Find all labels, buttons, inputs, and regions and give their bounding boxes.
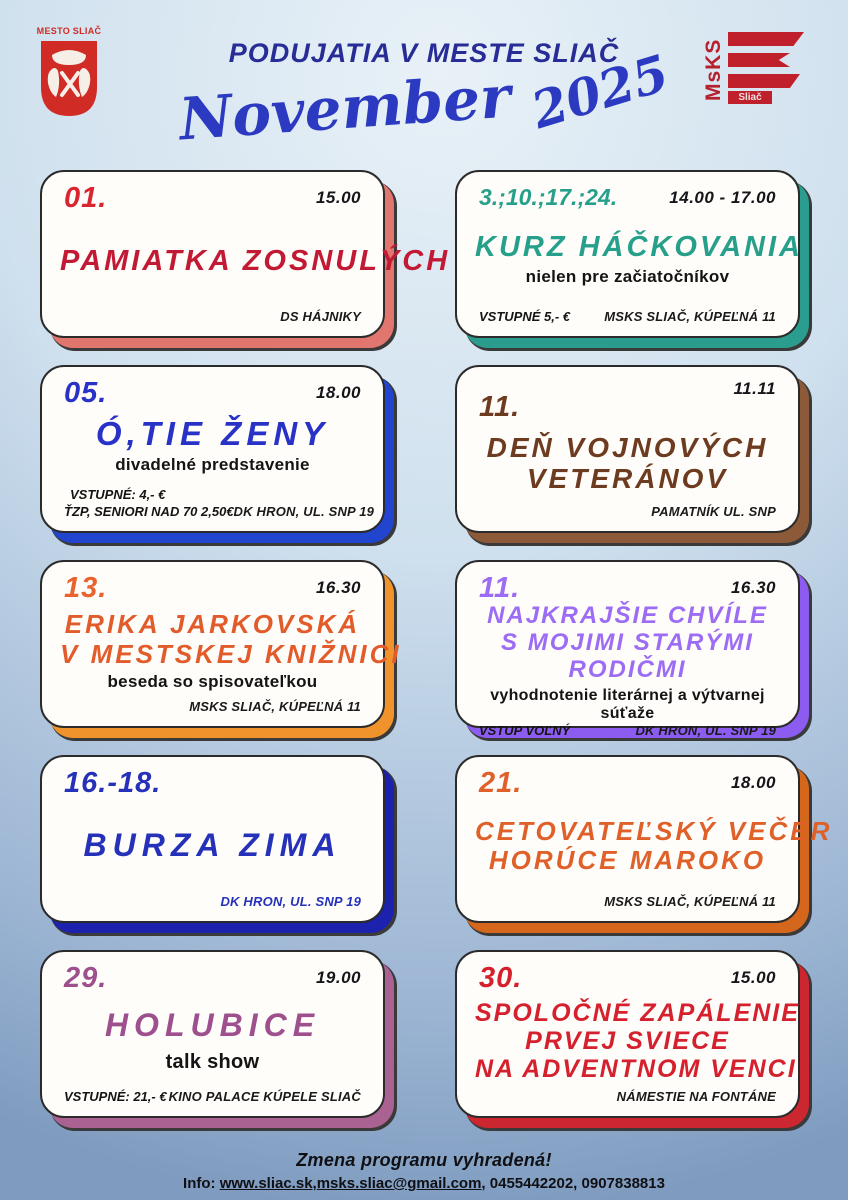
event-price: ŤZP, SENIORI NAD 70 2,50€ xyxy=(64,504,234,519)
card-header xyxy=(60,962,365,993)
event-card-holubice xyxy=(40,950,385,1118)
card-footer xyxy=(60,309,365,326)
title-line: V MESTSKEJ KNIŽNICI xyxy=(60,638,402,669)
title-line: NA ADVENTNOM VENCI xyxy=(475,1055,797,1083)
card-header xyxy=(60,182,365,213)
event-price: VSTUP VOĽNÝ xyxy=(479,722,571,738)
card-header xyxy=(475,572,780,603)
event-title xyxy=(475,603,780,684)
event-title xyxy=(60,244,451,277)
card-body xyxy=(475,993,800,1089)
card-footer xyxy=(60,504,375,521)
card-footer xyxy=(475,723,780,740)
title-line: KURZ HÁČKOVANIA xyxy=(475,231,804,264)
event-time: 14.00 - 17.00 xyxy=(669,188,776,207)
title-line: CETOVATEĽSKÝ VEČER xyxy=(475,815,833,846)
event-date: 3.;10.;17.;24. xyxy=(479,184,618,210)
card-footer xyxy=(60,699,365,716)
event-title xyxy=(475,231,804,264)
event-card-o-tie-zeny xyxy=(40,365,385,533)
card-header xyxy=(475,962,780,993)
event-time: 16.30 xyxy=(315,578,361,597)
msks-stripe-middle xyxy=(728,53,790,67)
card-footer xyxy=(475,1089,780,1106)
card-body xyxy=(60,213,451,309)
card-header xyxy=(475,377,780,422)
event-price: VSTUPNÉ: 21,- € xyxy=(64,1089,167,1104)
event-date: 30. xyxy=(479,962,523,994)
event-date: 11. xyxy=(479,572,521,604)
event-card-den-vojnovych-veteranov xyxy=(455,365,800,533)
title-line: BURZA ZIMA xyxy=(83,827,342,864)
program-change-notice: Zmena programu vyhradená! xyxy=(296,1150,552,1170)
poster-footer xyxy=(0,1150,848,1192)
card-header xyxy=(60,572,365,603)
card-body xyxy=(475,422,780,504)
event-location: DS HÁJNIKY xyxy=(280,309,361,324)
msks-stripe-top xyxy=(728,32,804,46)
title-line: ERIKA JARKOVSKÁ xyxy=(64,609,361,640)
msks-logo xyxy=(703,28,804,112)
event-card-erika-jarkovska xyxy=(40,560,402,728)
title-line: HORÚCE MAROKO xyxy=(488,845,767,875)
event-price-note: VSTUPNÉ: 4,- € xyxy=(70,487,166,502)
title-line: PAMIATKA ZOSNULÝCH xyxy=(60,244,451,277)
contact-info xyxy=(0,1175,848,1192)
event-location: NÁMESTIE NA FONTÁNE xyxy=(616,1089,776,1104)
phone-numbers: , 0455442202, 0907838813 xyxy=(481,1175,665,1192)
title-line: DEŇ VOJNOVÝCH xyxy=(486,431,769,463)
card-body xyxy=(475,603,780,723)
msks-flag-icon xyxy=(728,28,804,104)
event-title xyxy=(475,815,833,875)
event-date: 01. xyxy=(64,182,108,214)
event-time: 18.00 xyxy=(315,383,361,402)
event-location: KINO PALACE KÚPELE SLIAČ xyxy=(168,1089,361,1104)
title-line: Ó,TIE ŽENY xyxy=(95,414,330,452)
title-line: NAJKRAJŠIE CHVÍLE xyxy=(487,602,768,629)
event-time: 19.00 xyxy=(315,968,361,987)
city-logo-label: MESTO SLIAČ xyxy=(36,26,102,36)
event-date: 05. xyxy=(64,377,108,409)
events-grid xyxy=(40,170,833,1118)
card-body xyxy=(475,798,833,894)
event-time: 18.00 xyxy=(730,773,776,792)
msks-logo-text: MsKS xyxy=(702,38,725,102)
title-line: S MOJIMI STARÝMI xyxy=(501,628,754,656)
event-time: 15.00 xyxy=(315,188,361,207)
event-subtitle: talk show xyxy=(165,1051,260,1074)
event-subtitle: beseda so spisovateľkou xyxy=(107,671,318,691)
event-date: 16.-18. xyxy=(64,767,162,799)
card-header xyxy=(60,767,365,798)
event-subtitle: vyhodnotenie literárnej a výtvarnej súťaže xyxy=(490,686,765,722)
event-location: PAMATNÍK UL. SNP xyxy=(651,504,776,519)
event-card-horuce-maroko xyxy=(455,755,833,923)
info-prefix: Info: xyxy=(183,1175,220,1192)
msks-logo-subtext: Sliač xyxy=(728,91,772,104)
event-subtitle: nielen pre začiatočníkov xyxy=(525,266,730,286)
event-date: 21. xyxy=(479,767,523,799)
event-card-kurz-hackovania xyxy=(455,170,804,338)
card-body xyxy=(475,209,804,309)
card-header xyxy=(475,767,780,798)
title-line: SPOLOČNÉ ZAPÁLENIE xyxy=(475,999,800,1027)
title-line: PRVEJ SVIECE xyxy=(525,1027,730,1055)
card-footer xyxy=(60,1089,365,1106)
title-line: RODIČMI xyxy=(568,655,687,683)
email-link[interactable]: msks.sliac@gmail.com xyxy=(316,1175,482,1192)
card-footer xyxy=(475,309,780,326)
card-body xyxy=(60,993,365,1089)
info-separator: , xyxy=(312,1175,317,1192)
event-card-pamiatka-zosnulych xyxy=(40,170,451,338)
event-location: MSKS SLIAČ, KÚPEĽNÁ 11 xyxy=(604,309,776,324)
event-time: 11.11 xyxy=(733,379,776,398)
event-subtitle: divadelné predstavenie xyxy=(115,455,310,475)
event-card-burza-zima xyxy=(40,755,385,923)
event-card-najkrajsie-chvile xyxy=(455,560,800,738)
event-title xyxy=(475,432,780,495)
year-script: 2025 xyxy=(524,42,676,141)
event-location: DK HRON, UL. SNP 19 xyxy=(220,894,361,909)
event-location: MSKS SLIAČ, KÚPEĽNÁ 11 xyxy=(189,699,361,714)
title-line: HOLUBICE xyxy=(104,1006,321,1043)
card-footer xyxy=(60,894,365,911)
event-title xyxy=(60,1008,365,1044)
event-location: DK HRON, UL. SNP 19 xyxy=(233,504,375,519)
event-location: MSKS SLIAČ, KÚPEĽNÁ 11 xyxy=(604,894,776,909)
card-body xyxy=(60,603,402,699)
event-time: 16.30 xyxy=(730,578,776,597)
event-title xyxy=(60,609,402,669)
msks-stripe-bottom xyxy=(728,74,800,88)
card-body xyxy=(60,798,365,894)
event-location: DK HRON, UL. SNP 19 xyxy=(635,722,776,738)
event-card-spolocne-zapalenie xyxy=(455,950,800,1118)
card-footer xyxy=(475,894,780,911)
poster-title: PODUJATIA V MESTE SLIAČ xyxy=(228,38,620,68)
card-footer xyxy=(475,504,780,521)
card-header xyxy=(60,377,365,408)
website-link[interactable]: www.sliac.sk xyxy=(219,1175,313,1192)
event-title xyxy=(60,416,365,453)
card-body xyxy=(60,408,365,483)
event-price: VSTUPNÉ 5,- € xyxy=(479,309,571,324)
event-date: 29. xyxy=(64,962,108,994)
title-line: VETERÁNOV xyxy=(526,463,729,494)
month-script: November xyxy=(176,62,513,154)
event-time: 15.00 xyxy=(730,968,776,987)
event-date: 13. xyxy=(64,572,108,604)
event-date: 11. xyxy=(479,391,521,423)
event-title xyxy=(475,999,800,1083)
event-title xyxy=(60,828,365,864)
card-header xyxy=(475,182,780,209)
